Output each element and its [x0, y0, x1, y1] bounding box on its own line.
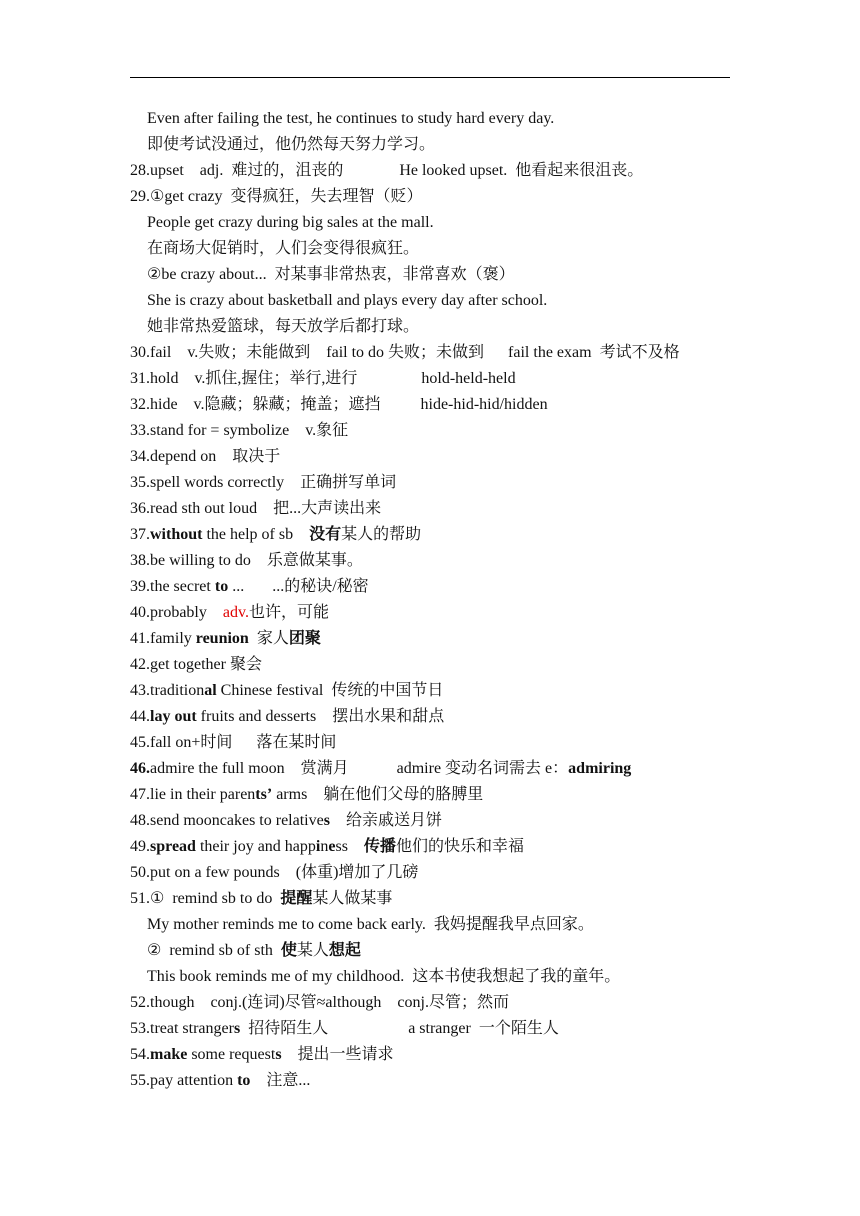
text-segment: ② remind sb of sth	[147, 942, 281, 959]
text-line	[130, 704, 750, 730]
text-segment: 使	[280, 942, 297, 959]
text-segment: 43.tradition	[130, 682, 205, 699]
text-segment: adv.	[222, 604, 249, 621]
text-segment: 没有	[309, 526, 342, 543]
text-segment: s	[323, 812, 330, 829]
text-segment: arms 躺在他们父母的胳膊里	[272, 786, 484, 803]
text-segment: My mother reminds me to come back early. 我妈提醒我早点回家。	[147, 916, 594, 933]
text-segment: s	[275, 1046, 282, 1063]
text-segment: ②be crazy about... 对某事非常热衷，非常喜欢（褒）	[147, 266, 515, 283]
text-segment: 想起	[328, 942, 361, 959]
text-segment: n	[320, 838, 329, 855]
text-segment: She is crazy about basketball and plays every day after school.	[147, 292, 548, 309]
text-segment: 46.	[130, 760, 150, 777]
text-line	[130, 470, 750, 496]
header-rule	[130, 77, 730, 78]
text-segment: to	[237, 1072, 251, 1089]
text-segment: fruits and desserts 摆出水果和甜点	[196, 708, 445, 725]
text-segment: Chinese festival 传统的中国节日	[216, 682, 444, 699]
text-segment: 44.	[130, 708, 150, 725]
text-line	[130, 392, 750, 418]
text-segment: 35.spell words correctly 正确拼写单词	[130, 474, 397, 491]
text-segment: s	[233, 1020, 241, 1037]
text-segment: ... ...的秘诀/秘密	[228, 578, 369, 595]
text-segment: admire the full moon 赏满月 admire 变动名词需去 e：	[150, 760, 569, 777]
text-segment: People get crazy during big sales at the mall.	[147, 214, 434, 231]
text-line	[130, 496, 750, 522]
text-segment: 他们的快乐和幸福	[395, 838, 524, 855]
text-segment: ts’	[255, 786, 273, 803]
text-segment: Even after failing the test, he continues to study hard every day.	[147, 110, 555, 127]
text-segment: 55.pay attention	[130, 1072, 238, 1089]
text-line	[130, 288, 750, 314]
text-line	[130, 652, 750, 678]
text-segment: 42.get together 聚会	[130, 656, 262, 673]
text-segment: 45.fall on+时间 落在某时间	[130, 734, 337, 751]
text-line	[130, 626, 750, 652]
text-line	[130, 912, 750, 938]
text-segment: 某人	[296, 942, 329, 959]
text-line	[130, 990, 750, 1016]
text-line	[130, 1042, 750, 1068]
text-segment: 家人	[248, 630, 289, 647]
text-segment: 32.hide v.隐藏；躲藏；掩盖；遮挡 hide-hid-hid/hidden	[130, 396, 548, 413]
text-segment: make	[150, 1046, 188, 1063]
text-segment: i	[315, 838, 321, 855]
text-line	[130, 860, 750, 886]
text-line	[130, 938, 750, 964]
text-line	[130, 964, 750, 990]
text-line	[130, 886, 750, 912]
text-line	[130, 834, 750, 860]
text-segment: 团聚	[288, 630, 321, 647]
text-segment: without	[150, 526, 203, 543]
text-segment: 34.depend on 取决于	[130, 448, 281, 465]
text-segment: 39.the secret	[130, 578, 215, 595]
text-line	[130, 678, 750, 704]
text-segment: 她非常热爱篮球，每天放学后都打球。	[147, 318, 420, 335]
text-segment: 36.read sth out loud 把...大声读出来	[130, 500, 382, 517]
text-line	[130, 600, 750, 626]
document-body	[130, 106, 750, 1094]
text-segment: 提出一些请求	[281, 1046, 394, 1063]
text-segment: 49.	[130, 838, 150, 855]
text-segment: 即使考试没通过，他仍然每天努力学习。	[147, 136, 436, 153]
text-segment: 在商场大促销时，人们会变得很疯狂。	[147, 240, 420, 257]
text-segment: admiring	[568, 760, 632, 777]
text-line	[130, 1016, 750, 1042]
text-segment: e	[328, 838, 336, 855]
text-segment: 提醒	[280, 890, 313, 907]
text-segment: ss	[335, 838, 364, 855]
text-segment: 给亲戚送月饼	[329, 812, 442, 829]
text-segment: 29.①get crazy 变得疯狂，失去理智（贬）	[130, 188, 423, 205]
text-segment: 51.① remind sb to do	[130, 890, 281, 907]
text-segment: 某人的帮助	[341, 526, 422, 543]
text-segment: reunion	[195, 630, 249, 647]
text-segment: to	[214, 578, 229, 595]
text-segment: 54.	[130, 1046, 150, 1063]
text-segment: 招待陌生人 a stranger 一个陌生人	[240, 1020, 559, 1037]
text-line	[130, 808, 750, 834]
text-segment: 33.stand for = symbolize v.象征	[130, 422, 349, 439]
text-segment: al	[204, 682, 217, 699]
text-line	[130, 522, 750, 548]
text-segment: spread	[150, 838, 196, 855]
text-line	[130, 184, 750, 210]
text-segment: 50.put on a few pounds (体重)增加了几磅	[130, 864, 419, 881]
text-segment: 38.be willing to do 乐意做某事。	[130, 552, 363, 569]
text-segment: 也许，可能	[248, 604, 329, 621]
text-line	[130, 106, 750, 132]
text-line	[130, 1068, 750, 1094]
text-line	[130, 548, 750, 574]
text-segment: 41.family	[130, 630, 196, 647]
text-segment: This book reminds me of my childhood. 这本书使我想起了我的童年。	[147, 968, 621, 985]
text-segment: 53.treat stranger	[130, 1020, 234, 1037]
text-segment: 37.	[130, 526, 150, 543]
text-line	[130, 262, 750, 288]
text-line	[130, 210, 750, 236]
text-segment: 47.lie in their paren	[130, 786, 256, 803]
text-line	[130, 340, 750, 366]
text-segment: some request	[187, 1046, 276, 1063]
text-segment: 40.probably	[130, 604, 223, 621]
text-segment: the help of sb	[202, 526, 310, 543]
text-line	[130, 132, 750, 158]
text-line	[130, 314, 750, 340]
text-segment: 31.hold v.抓住,握住；举行,进行 hold-held-held	[130, 370, 516, 387]
text-line	[130, 574, 750, 600]
text-segment: 28.upset adj. 难过的，沮丧的 He looked upset. 他看起来很沮丧。	[130, 162, 644, 179]
text-segment: 注意...	[250, 1072, 311, 1089]
text-segment: 52.though conj.(连词)尽管≈although conj.尽管；然而	[130, 994, 509, 1011]
text-line	[130, 418, 750, 444]
text-segment: 某人做某事	[312, 890, 393, 907]
text-segment: 30.fail v.失败；未能做到 fail to do 失败；未做到 fail the exam 考试不及格	[130, 344, 680, 361]
text-segment: lay out	[150, 708, 197, 725]
text-line	[130, 158, 750, 184]
text-line	[130, 366, 750, 392]
text-segment: 传播	[363, 838, 396, 855]
text-line	[130, 236, 750, 262]
text-line	[130, 756, 750, 782]
text-line	[130, 730, 750, 756]
text-line	[130, 444, 750, 470]
text-segment: their joy and happ	[195, 838, 316, 855]
text-segment: 48.send mooncakes to relative	[130, 812, 324, 829]
text-line	[130, 782, 750, 808]
